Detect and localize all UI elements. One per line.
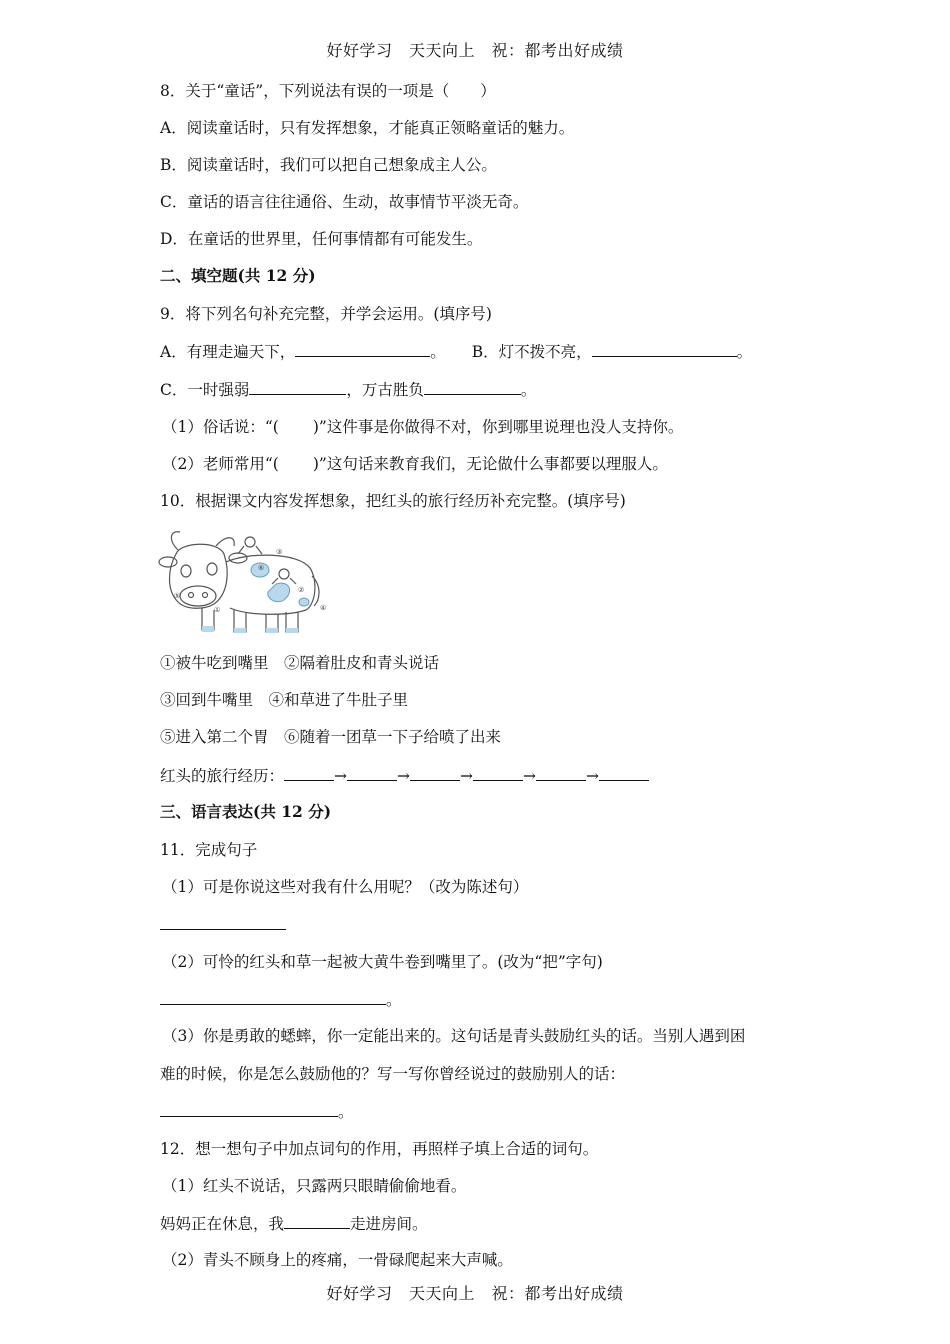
q10-items-line3: ⑤进入第二个胃 ⑥随着一团草一下子给喷了出来 [160, 728, 502, 746]
q9-a-blank[interactable] [295, 340, 430, 357]
q9-sub2-post: )”这句话来教育我们，无论做什么事都要以理服人。 [312, 455, 668, 473]
q8-stem: 8．关于“童话”，下列说法有误的一项是（ ） [160, 82, 496, 100]
cow-illustration [158, 528, 328, 636]
q9-sub2 [162, 453, 668, 475]
q11-sub3-period: 。 [338, 1103, 354, 1121]
q10-blank-5[interactable] [536, 764, 586, 781]
q11-sub3-answer [160, 1100, 354, 1123]
cow-mark-6: ⑥ [258, 564, 265, 572]
q12-sub1: （1）红头不说话，只露两只眼睛偷偷地看。 [162, 1177, 467, 1195]
q10-arrow-3: → [460, 767, 474, 785]
q9-line-ab [160, 340, 752, 363]
q10-items-line1: ①被牛吃到嘴里 ②隔着肚皮和青头说话 [160, 654, 440, 672]
q10-arrow-5: → [586, 767, 600, 785]
cow-mark-2: ② [298, 586, 305, 594]
q8-option-b: B．阅读童话时，我们可以把自己想象成主人公。 [160, 156, 497, 174]
q9-a-label: A．有理走遍天下， [160, 343, 296, 361]
q8-option-c: C．童话的语言往往通俗、生动，故事情节平淡无奇。 [160, 193, 529, 211]
q11-sub3-line1: （3）你是勇敢的蟋蟀，你一定能出来的。这句话是青头鼓励红头的话。当别人遇到困 [162, 1027, 746, 1045]
q10-blank-1[interactable] [284, 764, 334, 781]
q10-arrow-2: → [397, 767, 411, 785]
q11-sub1-answer [160, 913, 286, 936]
q9-c-mid: ，万古胜负 [346, 381, 424, 399]
q9-c-blank-1[interactable] [249, 378, 346, 395]
q9-sub1 [162, 416, 683, 438]
q12-sub1-fill-post: 走进房间。 [350, 1215, 428, 1233]
section3-title: 三、语言表达(共 12 分) [160, 802, 332, 821]
q10-blank-6[interactable] [599, 764, 649, 781]
q11-sub2-answer [160, 988, 402, 1011]
q9-a-period: 。 [430, 343, 446, 361]
cow-mark-1: ① [214, 606, 221, 614]
q9-stem: 9．将下列名句补充完整，并学会运用。(填序号) [160, 305, 492, 323]
q9-c-blank-2[interactable] [424, 378, 521, 395]
q9-sub2-pre: （2）老师常用“( [162, 455, 279, 473]
q11-sub2-period: 。 [386, 991, 402, 1009]
q11-sub1-blank[interactable] [160, 913, 286, 930]
q11-sub1: （1）可是你说这些对我有什么用呢？（改为陈述句） [162, 878, 529, 896]
q10-journey [160, 764, 649, 787]
q9-line-c [160, 378, 536, 401]
q10-blank-4[interactable] [473, 764, 523, 781]
q9-sub1-pre: （1）俗话说：“( [162, 418, 279, 436]
q12-stem: 12．想一想句子中加点词句的作用，再照样子填上合适的词句。 [160, 1140, 599, 1158]
q8-option-a: A．阅读童话时，只有发挥想象，才能真正领略童话的魅力。 [160, 119, 575, 137]
q10-journey-label: 红头的旅行经历： [160, 767, 285, 785]
q12-sub1-fill [160, 1212, 428, 1235]
q9-sub1-post: )”这件事是你做得不对，你到哪里说理也没人支持你。 [312, 418, 684, 436]
q10-blank-2[interactable] [347, 764, 397, 781]
q11-sub2-blank[interactable] [160, 988, 386, 1005]
q12-sub2: （2）青头不顾身上的疼痛，一骨碌爬起来大声喊。 [162, 1251, 513, 1269]
q12-sub1-fill-pre: 妈妈正在休息，我 [160, 1215, 285, 1233]
q12-sub1-blank[interactable] [284, 1212, 350, 1229]
q10-stem: 10．根据课文内容发挥想象，把红头的旅行经历补充完整。(填序号) [160, 492, 626, 510]
cow-mark-5: ⑤ [174, 592, 181, 600]
section2-title: 二、填空题(共 12 分) [160, 266, 316, 285]
q10-items-line2: ③回到牛嘴里 ④和草进了牛肚子里 [160, 691, 409, 709]
cow-mark-4: ④ [320, 604, 327, 612]
q11-sub3-blank[interactable] [160, 1100, 338, 1117]
q11-sub3-line2: 难的时候，你是怎么鼓励他的？写一写你曾经说过的鼓励别人的话： [160, 1065, 626, 1083]
q9-b-period: 。 [736, 343, 753, 361]
q9-c-period: 。 [520, 381, 537, 399]
q8-option-d: D．在童话的世界里，任何事情都有可能发生。 [160, 230, 483, 248]
q9-b-blank[interactable] [592, 340, 737, 357]
page-footer: 好好学习 天天向上 祝：都考出好成绩 [326, 1284, 624, 1303]
q11-stem: 11．完成句子 [160, 841, 258, 859]
q9-b-label: B．灯不拨不亮， [471, 343, 592, 361]
q10-arrow-4: → [523, 767, 537, 785]
q9-c-label: C．一时强弱 [160, 381, 250, 399]
q10-arrow-1: → [334, 767, 348, 785]
page-header: 好好学习 天天向上 祝：都考出好成绩 [326, 41, 624, 60]
q11-sub2: （2）可怜的红头和草一起被大黄牛卷到嘴里了。(改为“把”字句) [162, 953, 603, 971]
q10-blank-3[interactable] [410, 764, 460, 781]
cow-mark-3: ③ [276, 548, 283, 556]
